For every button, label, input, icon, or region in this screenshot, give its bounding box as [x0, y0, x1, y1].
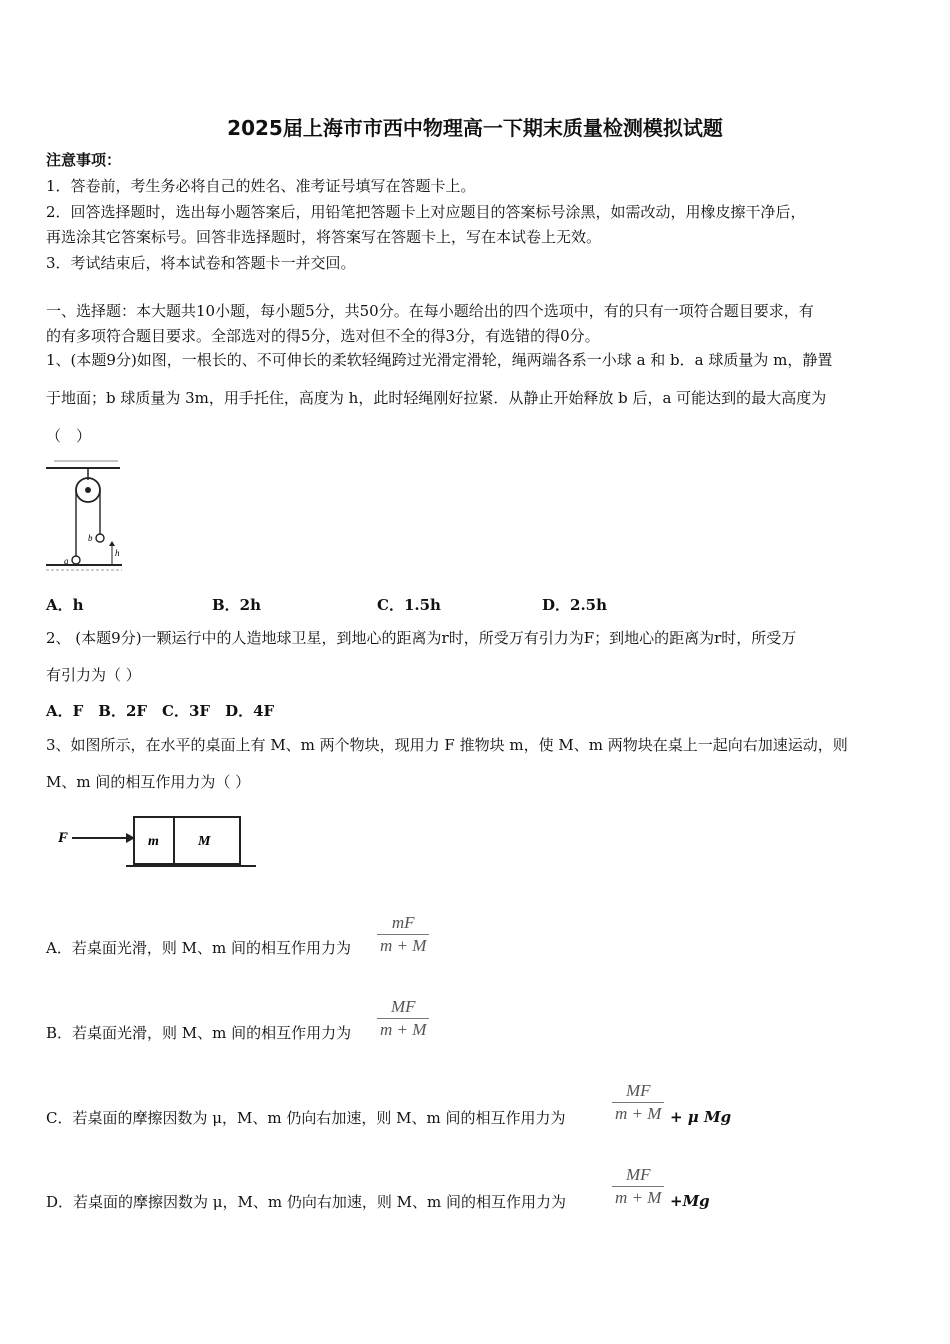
section-intro-line1: 一、选择题：本大题共10小题，每小题5分，共50分。在每小题给出的四个选项中，有的只有一项符合题目要求，有 — [46, 302, 814, 320]
q1-option-a: A．h — [46, 596, 84, 614]
q1-option-c: C．1.5h — [377, 596, 441, 614]
q1-label-h: h — [115, 548, 120, 558]
notes-item-2-cont: 再选涂其它答案标号。回答非选择题时，将答案写在答题卡上，写在本试卷上无效。 — [46, 228, 602, 246]
q3-label-small-block: m — [148, 834, 159, 849]
notes-heading: 注意事项： — [46, 151, 122, 169]
q3-option-d-numerator: MF — [612, 1164, 664, 1187]
q3-option-a-fraction — [377, 912, 429, 957]
q3-option-a-text: A．若桌面光滑，则 M、m 间的相互作用力为 — [46, 939, 351, 957]
q3-option-b-numerator: MF — [377, 996, 429, 1019]
q1-pulley-figure — [44, 458, 124, 576]
q2-stem-line2: 有引力为（ ） — [46, 666, 141, 684]
q1-option-d: D．2.5h — [542, 596, 608, 614]
q3-option-c-text: C．若桌面的摩擦因数为 μ，M、m 仍向右加速，则 M、m 间的相互作用力为 — [46, 1109, 566, 1127]
q1-stem-line1: 1、(本题9分)如图，一根长的、不可伸长的柔软轻绳跨过光滑定滑轮，绳两端各系一小球 a 和 b．a 球质量为 m，静置 — [46, 351, 833, 369]
q3-label-big-block: M — [198, 834, 211, 849]
notes-item-2: 2．回答选择题时，选出每小题答案后，用铅笔把答题卡上对应题目的答案标号涂黑，如需改动，用橡皮擦干净后， — [46, 203, 806, 221]
q3-option-c-suffix: + μ Mg — [670, 1108, 732, 1126]
notes-item-1: 1．答卷前，考生务必将自己的姓名、准考证号填写在答题卡上。 — [46, 177, 476, 195]
q3-option-d-text: D．若桌面的摩擦因数为 μ，M、m 仍向右加速，则 M、m 间的相互作用力为 — [46, 1193, 567, 1211]
q1-label-a: a — [64, 556, 69, 566]
q3-option-c-fraction — [612, 1080, 664, 1125]
q3-option-a-denominator: m + M — [380, 936, 427, 955]
q1-stem-line2: 于地面；b 球质量为 3m，用手托住，高度为 h，此时轻绳刚好拉紧．从静止开始释放 b 后，a 可能达到的最大高度为 — [46, 389, 827, 407]
q3-option-c-denominator: m + M — [615, 1104, 662, 1123]
q3-option-d-fraction — [612, 1164, 664, 1209]
q3-blocks-figure — [56, 812, 260, 874]
q3-option-c-numerator: MF — [612, 1080, 664, 1103]
q2-stem-line1: 2、 (本题9分)一颗运行中的人造地球卫星，到地心的距离为r时，所受万有引力为F；到地心的距离为r时，所受万 — [46, 629, 797, 647]
q3-option-b-denominator: m + M — [380, 1020, 427, 1039]
q3-option-b-text: B．若桌面光滑，则 M、m 间的相互作用力为 — [46, 1024, 352, 1042]
q3-option-d-suffix: +Mg — [670, 1192, 710, 1210]
q3-stem-line1: 3、如图所示，在水平的桌面上有 M、m 两个物块，现用力 F 推物块 m，使 M、m 两物块在桌上一起向右加速运动，则 — [46, 736, 848, 754]
q3-option-b-fraction — [377, 996, 429, 1041]
q3-stem-line2: M、m 间的相互作用力为（ ） — [46, 773, 251, 791]
q3-option-a-numerator: mF — [377, 912, 429, 935]
section-intro-line2: 的有多项符合题目要求。全部选对的得5分，选对但不全的得3分，有选错的得0分。 — [46, 327, 600, 345]
q1-option-b: B．2h — [212, 596, 262, 614]
q1-stem-line3: （ ） — [46, 427, 92, 445]
q1-label-b: b — [88, 533, 93, 543]
page-title: 2025届上海市市西中物理高一下期末质量检测模拟试题 — [227, 116, 723, 140]
q3-option-d-denominator: m + M — [615, 1188, 662, 1207]
q3-label-force: F — [58, 830, 69, 846]
notes-item-3: 3．考试结束后，将本试卷和答题卡一并交回。 — [46, 254, 356, 272]
q2-options: A．F B．2F C．3F D．4F — [46, 702, 275, 720]
